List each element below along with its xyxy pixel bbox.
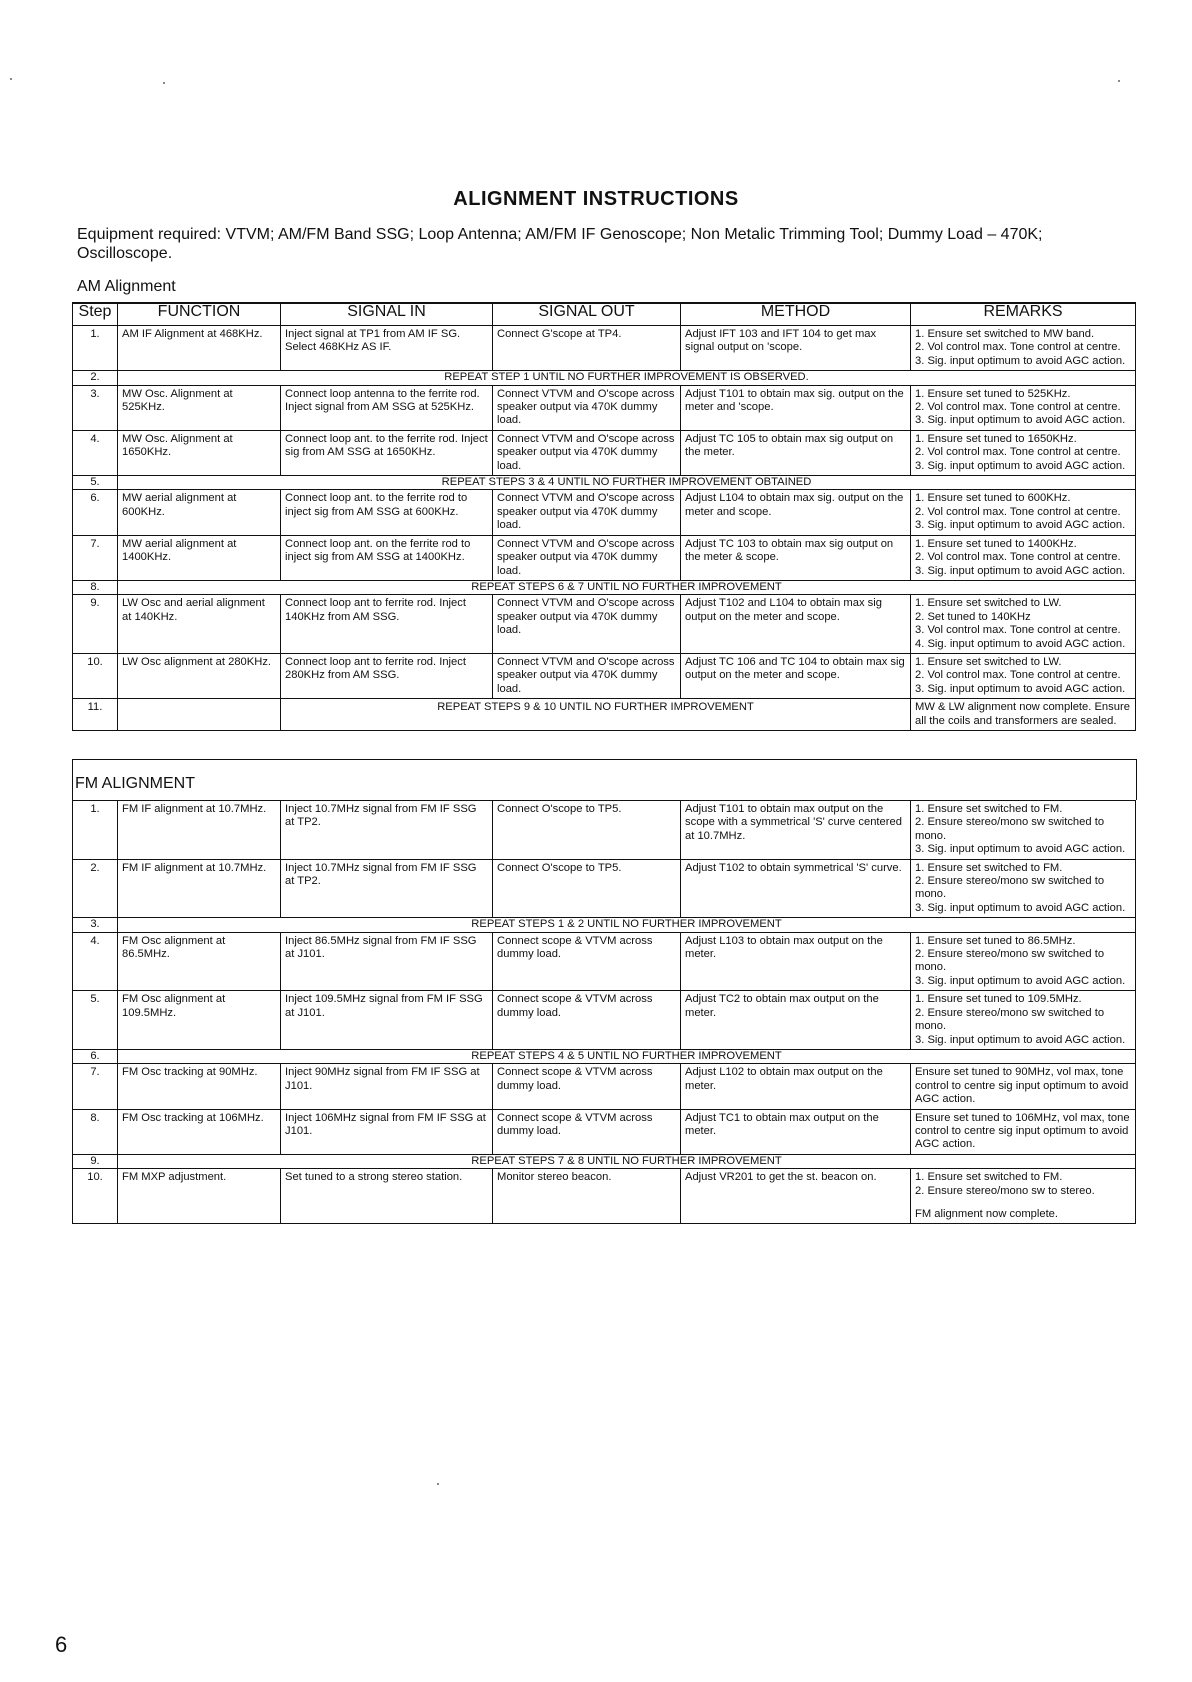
table-row bbox=[73, 991, 1136, 1050]
function-cell: FM MXP adjustment. bbox=[118, 1169, 281, 1224]
remark-line: 1. Ensure set tuned to 525KHz. bbox=[915, 387, 1071, 400]
remark-line: 3. Vol control max. Tone control at centre. bbox=[915, 624, 1121, 637]
method-cell: Adjust T102 to obtain symmetrical 'S' curve. bbox=[681, 859, 911, 918]
step-cell: 6. bbox=[73, 490, 118, 535]
table-repeat-row bbox=[73, 1154, 1136, 1168]
remark-line: 1. Ensure set switched to FM. bbox=[915, 861, 1063, 874]
remark-line: 3. Sig. input optimum to avoid AGC action. bbox=[915, 901, 1126, 914]
remark-line bbox=[915, 1198, 1131, 1208]
am-section-label: AM Alignment bbox=[77, 278, 176, 295]
remarks-cell bbox=[911, 490, 1136, 535]
method-cell: Adjust L102 to obtain max output on the meter. bbox=[681, 1064, 911, 1109]
remarks-cell bbox=[911, 932, 1136, 991]
remarks-cell bbox=[911, 430, 1136, 475]
step-cell: 5. bbox=[73, 476, 118, 490]
table-repeat-row bbox=[73, 580, 1136, 594]
table-row bbox=[73, 859, 1136, 918]
table-repeat-row bbox=[73, 918, 1136, 932]
method-cell: Adjust IFT 103 and IFT 104 to get max signal output on 'scope. bbox=[681, 326, 911, 371]
signal-in-cell: Inject 90MHz signal from FM IF SSG at J101. bbox=[281, 1064, 493, 1109]
remark-line: 1. Ensure set switched to FM. bbox=[915, 803, 1063, 815]
signal-in-cell: Connect loop ant to ferrite rod. Inject 280KHz from AM SSG. bbox=[281, 653, 493, 698]
remark-line: 2. Set tuned to 140KHz bbox=[915, 610, 1031, 623]
signal-out-cell: Connect VTVM and O'scope across speaker output via 470K dummy load. bbox=[493, 430, 681, 475]
repeat-instruction: REPEAT STEPS 4 & 5 UNTIL NO FURTHER IMPROVEMENT bbox=[118, 1049, 1136, 1063]
am-alignment-table bbox=[72, 302, 1136, 731]
remark-line: 2. Ensure stereo/mono sw switched to mono. bbox=[915, 948, 1105, 974]
signal-in-cell: Inject 109.5MHz signal from FM IF SSG at J101. bbox=[281, 991, 493, 1050]
step-cell: 2. bbox=[73, 371, 118, 385]
function-cell: MW Osc. Alignment at 1650KHz. bbox=[118, 430, 281, 475]
function-cell: MW aerial alignment at 600KHz. bbox=[118, 490, 281, 535]
method-cell: Adjust T102 and L104 to obtain max sig output on the meter and scope. bbox=[681, 595, 911, 654]
method-cell: Adjust L103 to obtain max output on the meter. bbox=[681, 932, 911, 991]
remark-line: 2. Vol control max. Tone control at centre. bbox=[915, 446, 1121, 459]
table-row bbox=[73, 1064, 1136, 1109]
signal-out-cell: Connect scope & VTVM across dummy load. bbox=[493, 1064, 681, 1109]
remarks-cell bbox=[911, 1064, 1136, 1109]
function-cell: LW Osc and aerial alignment at 140KHz. bbox=[118, 595, 281, 654]
step-cell: 3. bbox=[73, 918, 118, 932]
repeat-instruction: REPEAT STEP 1 UNTIL NO FURTHER IMPROVEMENT IS OBSERVED. bbox=[118, 371, 1136, 385]
remark-line: 2. Ensure stereo/mono sw switched to mono. bbox=[915, 875, 1105, 901]
table-row bbox=[73, 653, 1136, 698]
step-cell: 11. bbox=[73, 699, 118, 731]
function-cell: FM Osc alignment at 109.5MHz. bbox=[118, 991, 281, 1050]
signal-in-cell: Set tuned to a strong stereo station. bbox=[281, 1169, 493, 1224]
scan-speck bbox=[437, 1483, 439, 1485]
remark-line: 4. Sig. input optimum to avoid AGC action. bbox=[915, 637, 1126, 650]
remarks-cell bbox=[911, 535, 1136, 580]
step-cell: 8. bbox=[73, 1109, 118, 1154]
step-cell: 1. bbox=[73, 801, 118, 860]
repeat-instruction: REPEAT STEPS 3 & 4 UNTIL NO FURTHER IMPROVEMENT OBTAINED bbox=[118, 476, 1136, 490]
signal-out-cell: Connect VTVM and O'scope across speaker output via 470K dummy load. bbox=[493, 490, 681, 535]
remark-line: 3. Sig. input optimum to avoid AGC action. bbox=[915, 682, 1126, 695]
repeat-instruction: REPEAT STEPS 6 & 7 UNTIL NO FURTHER IMPROVEMENT bbox=[118, 580, 1136, 594]
remark-line: Ensure set tuned to 106MHz, vol max, tone control to centre sig input optimum to avoid AGC action. bbox=[915, 1111, 1130, 1151]
page-number: 6 bbox=[55, 1632, 68, 1657]
header-step: Step bbox=[73, 303, 118, 326]
scan-speck bbox=[1118, 80, 1120, 82]
equipment-required: Equipment required: VTVM; AM/FM Band SSG; Loop Antenna; AM/FM IF Genoscope; Non Metalic Trimming Tool; Dummy Load – 470K; Oscilloscope. bbox=[77, 226, 1043, 262]
remark-line: 1. Ensure set tuned to 86.5MHz. bbox=[915, 934, 1076, 947]
remark-line: 1. Ensure set tuned to 1400KHz. bbox=[915, 537, 1077, 550]
table-repeat-row bbox=[73, 371, 1136, 385]
signal-in-cell: Inject 86.5MHz signal from FM IF SSG at J101. bbox=[281, 932, 493, 991]
signal-out-cell: Connect VTVM and O'scope across speaker output via 470K dummy load. bbox=[493, 385, 681, 430]
function-cell bbox=[118, 699, 281, 731]
signal-out-cell: Connect scope & VTVM across dummy load. bbox=[493, 1109, 681, 1154]
remark-line: 3. Sig. input optimum to avoid AGC action. bbox=[915, 414, 1126, 427]
remark-line: 2. Ensure stereo/mono sw to stereo. bbox=[915, 1184, 1095, 1197]
header-signal-out: SIGNAL OUT bbox=[493, 303, 681, 326]
step-cell: 8. bbox=[73, 580, 118, 594]
step-cell: 2. bbox=[73, 859, 118, 918]
signal-in-cell: Inject 106MHz signal from FM IF SSG at J101. bbox=[281, 1109, 493, 1154]
step-cell: 4. bbox=[73, 430, 118, 475]
signal-in-cell: Connect loop ant. to the ferrite rod to inject sig from AM SSG at 600KHz. bbox=[281, 490, 493, 535]
function-cell: FM Osc tracking at 90MHz. bbox=[118, 1064, 281, 1109]
signal-out-cell: Connect O'scope to TP5. bbox=[493, 801, 681, 860]
remark-line: Ensure set tuned to 90MHz, vol max, tone control to centre sig input optimum to avoid AGC action. bbox=[915, 1066, 1129, 1106]
remarks-cell bbox=[911, 1109, 1136, 1154]
remark-line: 3. Sig. input optimum to avoid AGC action. bbox=[915, 519, 1126, 532]
header-function: FUNCTION bbox=[118, 303, 281, 326]
function-cell: FM Osc alignment at 86.5MHz. bbox=[118, 932, 281, 991]
signal-in-cell: Inject 10.7MHz signal from FM IF SSG at TP2. bbox=[281, 859, 493, 918]
table-row bbox=[73, 326, 1136, 371]
page-title: ALIGNMENT INSTRUCTIONS bbox=[453, 188, 739, 210]
signal-out-cell: Connect scope & VTVM across dummy load. bbox=[493, 991, 681, 1050]
remark-line: 3. Sig. input optimum to avoid AGC action. bbox=[915, 1033, 1126, 1046]
remarks-cell bbox=[911, 1169, 1136, 1224]
step-cell: 10. bbox=[73, 653, 118, 698]
fm-table-body bbox=[73, 801, 1136, 1224]
signal-in-cell: Inject 10.7MHz signal from FM IF SSG at TP2. bbox=[281, 801, 493, 860]
step-cell: 9. bbox=[73, 595, 118, 654]
method-cell: Adjust T101 to obtain max sig. output on the meter and 'scope. bbox=[681, 385, 911, 430]
repeat-instruction: REPEAT STEPS 1 & 2 UNTIL NO FURTHER IMPROVEMENT bbox=[118, 918, 1136, 932]
remarks-cell bbox=[911, 326, 1136, 371]
remark-line: 3. Sig. input optimum to avoid AGC action. bbox=[915, 459, 1126, 472]
method-cell: Adjust T101 to obtain max output on the scope with a symmetrical 'S' curve centered at 10.7MHz. bbox=[681, 801, 911, 860]
signal-out-cell: Connect scope & VTVM across dummy load. bbox=[493, 932, 681, 991]
signal-out-cell: Connect VTVM and O'scope across speaker output via 470K dummy load. bbox=[493, 595, 681, 654]
signal-out-cell: Connect G'scope at TP4. bbox=[493, 326, 681, 371]
remark-line: 1. Ensure set tuned to 109.5MHz. bbox=[915, 993, 1082, 1006]
scan-speck bbox=[163, 82, 165, 84]
remark-line: FM alignment now complete. bbox=[915, 1207, 1059, 1220]
signal-in-cell: Connect loop ant to ferrite rod. Inject 140KHz from AM SSG. bbox=[281, 595, 493, 654]
table-row bbox=[73, 535, 1136, 580]
method-cell: Adjust TC2 to obtain max output on the meter. bbox=[681, 991, 911, 1050]
function-cell: LW Osc alignment at 280KHz. bbox=[118, 653, 281, 698]
table-row bbox=[73, 385, 1136, 430]
remarks-cell bbox=[911, 699, 1136, 731]
fm-alignment-table bbox=[72, 800, 1136, 1224]
remark-line: 2. Vol control max. Tone control at centre. bbox=[915, 505, 1121, 518]
header-method: METHOD bbox=[681, 303, 911, 326]
remarks-cell bbox=[911, 385, 1136, 430]
header-remarks: REMARKS bbox=[911, 303, 1136, 326]
step-cell: 4. bbox=[73, 932, 118, 991]
method-cell: Adjust TC 105 to obtain max sig output on the meter. bbox=[681, 430, 911, 475]
function-cell: FM IF alignment at 10.7MHz. bbox=[118, 801, 281, 860]
method-cell: Adjust TC 106 and TC 104 to obtain max sig output on the meter and scope. bbox=[681, 653, 911, 698]
remark-line: 2. Vol control max. Tone control at centre. bbox=[915, 669, 1121, 682]
table-repeat-row bbox=[73, 476, 1136, 490]
table-repeat-row bbox=[73, 1049, 1136, 1063]
step-cell: 7. bbox=[73, 1064, 118, 1109]
step-cell: 10. bbox=[73, 1169, 118, 1224]
scan-speck bbox=[10, 78, 12, 80]
table-row bbox=[73, 801, 1136, 860]
method-cell: Adjust VR201 to get the st. beacon on. bbox=[681, 1169, 911, 1224]
table-header-row bbox=[73, 303, 1136, 326]
remark-line: 1. Ensure set tuned to 600KHz. bbox=[915, 492, 1071, 505]
remark-line: 2. Ensure stereo/mono sw switched to mono. bbox=[915, 1006, 1105, 1033]
remark-line: 2. Vol control max. Tone control at centre. bbox=[915, 341, 1121, 354]
remark-line: 2. Vol control max. Tone control at centre. bbox=[915, 401, 1121, 414]
fm-section-header-cell bbox=[72, 759, 1137, 800]
signal-out-cell: Connect O'scope to TP5. bbox=[493, 859, 681, 918]
remarks-cell bbox=[911, 991, 1136, 1050]
remarks-cell bbox=[911, 859, 1136, 918]
remark-line: 3. Sig. input optimum to avoid AGC action. bbox=[915, 354, 1126, 367]
remark-line: 1. Ensure set switched to FM. bbox=[915, 1171, 1063, 1184]
function-cell: FM IF alignment at 10.7MHz. bbox=[118, 859, 281, 918]
remark-line: 3. Sig. input optimum to avoid AGC action. bbox=[915, 843, 1126, 856]
signal-in-cell: Connect loop antenna to the ferrite rod. Inject signal from AM SSG at 525KHz. bbox=[281, 385, 493, 430]
step-cell: 3. bbox=[73, 385, 118, 430]
signal-out-cell: Connect VTVM and O'scope across speaker output via 470K dummy load. bbox=[493, 535, 681, 580]
table-row bbox=[73, 430, 1136, 475]
function-cell: MW aerial alignment at 1400KHz. bbox=[118, 535, 281, 580]
header-signal-in: SIGNAL IN bbox=[281, 303, 493, 326]
method-cell: Adjust TC 103 to obtain max sig output on the meter & scope. bbox=[681, 535, 911, 580]
signal-in-cell: Connect loop ant. on the ferrite rod to inject sig from AM SSG at 1400KHz. bbox=[281, 535, 493, 580]
step-cell: 5. bbox=[73, 991, 118, 1050]
signal-out-cell: Monitor stereo beacon. bbox=[493, 1169, 681, 1224]
remark-line: 1. Ensure set switched to LW. bbox=[915, 655, 1062, 668]
table-repeat-row bbox=[73, 699, 1136, 731]
fm-section-label: FM ALIGNMENT bbox=[75, 775, 196, 792]
remarks-cell bbox=[911, 801, 1136, 860]
step-cell: 1. bbox=[73, 326, 118, 371]
remarks-cell bbox=[911, 653, 1136, 698]
method-cell: Adjust L104 to obtain max sig. output on the meter and scope. bbox=[681, 490, 911, 535]
table-row bbox=[73, 1109, 1136, 1154]
remarks-cell bbox=[911, 595, 1136, 654]
remark-line: 2. Vol control max. Tone control at centre. bbox=[915, 551, 1121, 564]
step-cell: 7. bbox=[73, 535, 118, 580]
function-cell: AM IF Alignment at 468KHz. bbox=[118, 326, 281, 371]
remark-line: 2. Ensure stereo/mono sw switched to mono. bbox=[915, 816, 1105, 842]
signal-in-cell: Inject signal at TP1 from AM IF SG. Select 468KHz AS IF. bbox=[281, 326, 493, 371]
signal-in-cell: Connect loop ant. to the ferrite rod. Inject sig from AM SSG at 1650KHz. bbox=[281, 430, 493, 475]
function-cell: MW Osc. Alignment at 525KHz. bbox=[118, 385, 281, 430]
repeat-instruction: REPEAT STEPS 7 & 8 UNTIL NO FURTHER IMPROVEMENT bbox=[118, 1154, 1136, 1168]
table-row bbox=[73, 595, 1136, 654]
am-table-body bbox=[73, 326, 1136, 731]
signal-out-cell: Connect VTVM and O'scope across speaker output via 470K dummy load. bbox=[493, 653, 681, 698]
function-cell: FM Osc tracking at 106MHz. bbox=[118, 1109, 281, 1154]
method-cell: Adjust TC1 to obtain max output on the meter. bbox=[681, 1109, 911, 1154]
remark-line: 1. Ensure set switched to LW. bbox=[915, 597, 1062, 610]
repeat-instruction: REPEAT STEPS 9 & 10 UNTIL NO FURTHER IMPROVEMENT bbox=[281, 699, 911, 731]
remark-line: MW & LW alignment now complete. Ensure all the coils and transformers are sealed. bbox=[915, 701, 1130, 727]
remark-line: 3. Sig. input optimum to avoid AGC action. bbox=[915, 564, 1126, 577]
table-row bbox=[73, 932, 1136, 991]
remark-line: 1. Ensure set switched to MW band. bbox=[915, 328, 1095, 340]
step-cell: 6. bbox=[73, 1049, 118, 1063]
table-row bbox=[73, 1169, 1136, 1224]
table-row bbox=[73, 490, 1136, 535]
remark-line: 1. Ensure set tuned to 1650KHz. bbox=[915, 432, 1077, 445]
remark-line: 3. Sig. input optimum to avoid AGC action. bbox=[915, 974, 1126, 987]
step-cell: 9. bbox=[73, 1154, 118, 1168]
